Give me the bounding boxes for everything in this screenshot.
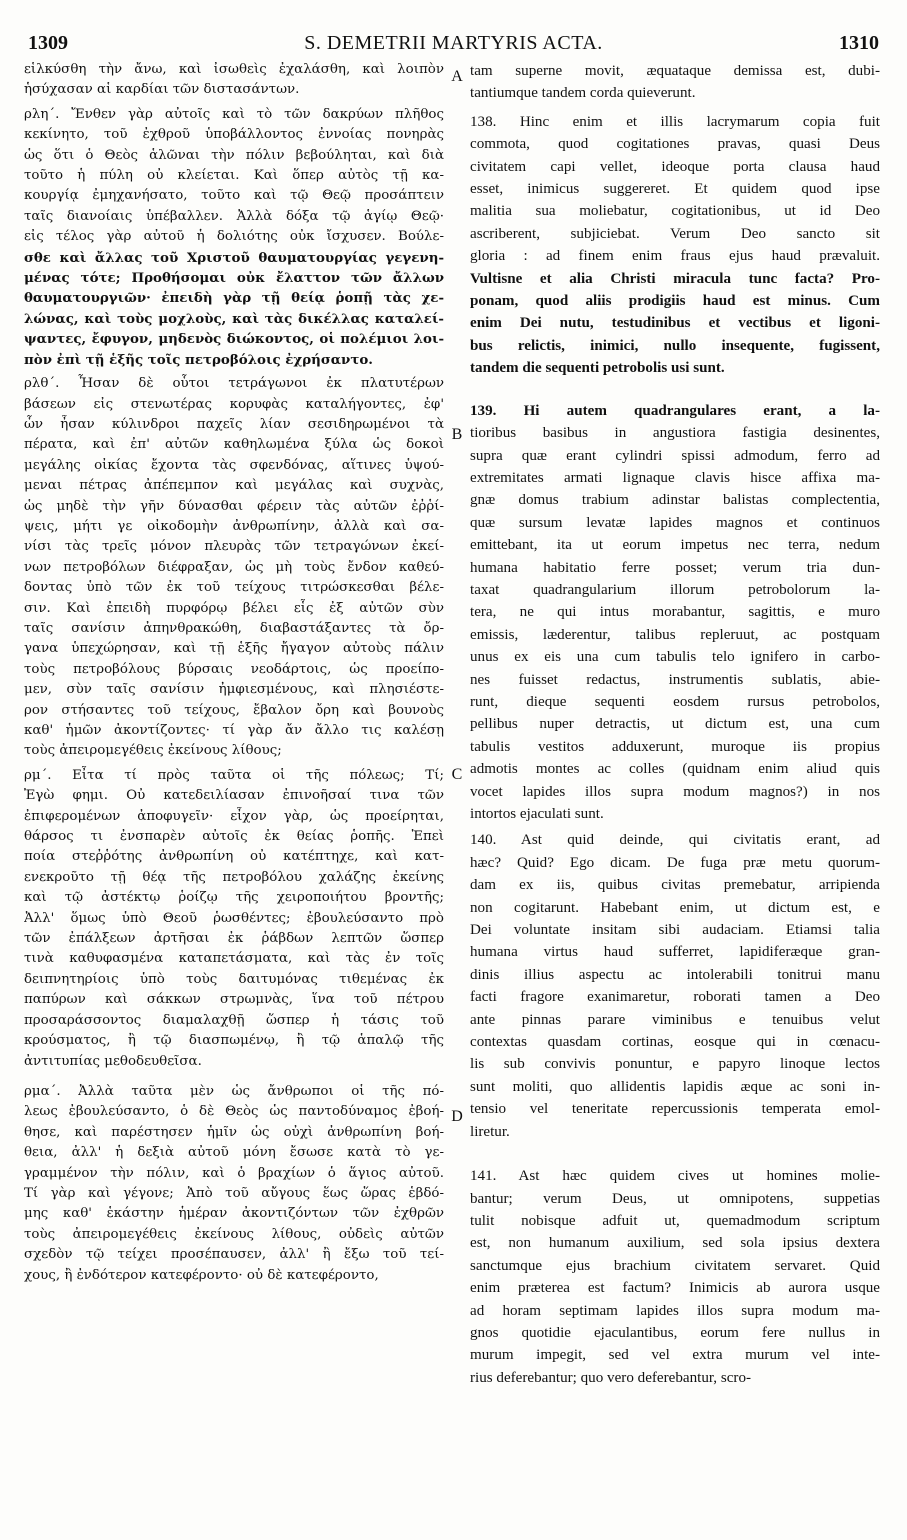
margin-letter-d: D (451, 1108, 463, 1125)
greek-text-line: ρμ΄. Εἶτα τί πρὸς ταῦτα οἱ τῆς πόλεως; Τί; (24, 767, 444, 783)
latin-text-line: sanctumque ejus brachium civitatem servaret. Quid (470, 1257, 880, 1274)
greek-text-line: προσαράσσοντος διαμαλαχθῇ ὥσπερ ἡ τάσις τοῦ (24, 1012, 444, 1028)
greek-text-line: κρούσματος, ἢ τῷ διασπωμένῳ, ἢ τῷ ἁπαλῷ τῆς (24, 1033, 444, 1049)
latin-paragraph (470, 400, 880, 826)
latin-text-line: civitatem capi vellet, ideoque porta clausa haud (470, 158, 880, 175)
greek-paragraph (24, 1082, 444, 1286)
latin-text-line: 138. Hinc enim et illis lacrymarum copia fuit (470, 113, 880, 130)
latin-text-line: malitia sua moliebatur, cogitationibus, ut id Deo (470, 203, 880, 220)
latin-text-line: enim præterea est factum? Inimicis ab aurora usque (470, 1280, 880, 1297)
greek-text-line: ἡσύχασαν αἱ καρδίαι τῶν διστασάντων. (24, 82, 300, 98)
greek-text-line: μης καθ' ἑκάστην ἡμέραν ἀκοντιζόντων τῶν ἐχθρῶν (24, 1206, 444, 1222)
greek-text-line: τῶν ἐπάλξεων ἀρτῆσαι ἐκ ῥάβδων λεπτῶν ὥσπερ (24, 931, 444, 947)
latin-text-line: ad horam septimam lapides illos supra modum ma- (470, 1302, 880, 1319)
latin-text-line: dinis illius aspectu ac intolerabili tonitrui manu (470, 966, 880, 983)
page-number-right: 1310 (839, 32, 879, 54)
greek-text-line: χους, ἢ ἐνδότερον κατεφέροντο· οὐ δὲ κατεφέροντο, (24, 1267, 379, 1283)
latin-text-line: esset, inimicus suggereret. Et quidem quod ipse (470, 181, 880, 198)
latin-text-line: non cogitarunt. Habebant enim, ut dictum est, e (470, 899, 880, 916)
greek-paragraph (24, 766, 444, 1072)
greek-text-line: ενεκροῦτο τῇ θέᾳ τῆς πετροβόλου χαλάζης ἐκείνης (24, 869, 444, 885)
latin-text-line: tam superne movit, æquataque demissa est, dubi- (470, 63, 880, 79)
latin-text-line: 140. Ast quid deinde, qui civitatis erant, ad (470, 832, 880, 849)
running-title: S. DEMETRII MARTYRIS ACTA. (304, 32, 603, 54)
greek-text-line: νίσι τὰς τρεῖς μόνον πλευρὰς τῶν τετραγώνων ἐκεί- (24, 539, 444, 555)
latin-text-line: runt, dieque sequenti eosdem rursus petrobolos, (470, 693, 880, 710)
greek-text-line: εἱλκύσθη τὴν ἄνω, καὶ ἰσωθεὶς ἐχαλάσθη, καὶ λοιπὸν (24, 62, 444, 77)
greek-text-line: βάσεων εἰς στενωτέρας κορυφὰς καταλήγοντες, ἐφ' (24, 396, 444, 412)
greek-text-line: εἰς τέλος γὰρ αὐτοῦ ἡ δολιότης οὐκ ἴσχυσεν. Βούλε- (24, 229, 444, 245)
greek-text-line: σιν. Καὶ ἐπειδὴ πυρφόρῳ βέλει εἷς ἐξ αὐτῶν σὺν (24, 600, 444, 616)
greek-text-line: ἐπιφερομένων ἀποφυγεῖν· εἶχον γὰρ, ὡς προείρηται, (24, 808, 444, 824)
greek-text-line: τοῦτο ἡ πύλη οὐ κλείεται. Καὶ ὅπερ αὐτὸς τῇ κα- (24, 168, 444, 184)
greek-text-line: σχεδὸν τῷ τείχει προσέπαυσεν, ἀλλ' ἢ ἔξω τοῦ τεί- (24, 1247, 444, 1263)
greek-text-line: θεια, ἀλλ' ἡ δεξιὰ αὐτοῦ μόνη ἔσωσε κατὰ τὸ γε- (24, 1145, 444, 1161)
running-header (28, 32, 879, 56)
latin-text-line: ante pinnas parare viminibus e tenuibus velut (470, 1011, 880, 1028)
latin-text-line: taxat quadrangularium illorum petrobolorum la- (470, 581, 880, 598)
latin-text-line: admotis montes ac colles (quidnam enim aliud quis (470, 761, 880, 778)
greek-text-line: τοὺς ἀπειρομεγέθεις ἐκείνους λίθους, οὐδεὶς αὐτῶν (24, 1226, 444, 1242)
greek-text-line: σθε καὶ ἄλλας τοῦ Χριστοῦ θαυματουργίας γεγενη- (24, 249, 444, 266)
greek-text-line: νων πετροβόλων διέφραξαν, ὡς μὴ τοὺς ἔνδον καθεύ- (24, 559, 444, 575)
latin-paragraph (470, 111, 880, 380)
latin-paragraph (470, 60, 880, 105)
greek-text-line: ὧν ἦσαν κύλινδροι παχεῖς λίαν σεσιδηρωμένοι τὰ (24, 416, 444, 432)
latin-text-line: extremitates armati lignaque clavis hisce affixa ma- (470, 469, 880, 486)
latin-text-line: tensio vel teneritate repercussionis temperata emol- (470, 1101, 880, 1118)
latin-text-line: Dei voluntate insitam sibi audaciam. Etiamsi talia (470, 922, 880, 939)
greek-text-line: λεως ἐβουλεύσαντο, ὁ δὲ Θεὸς ὡς παντοδύναμος ἐβοή- (24, 1104, 444, 1120)
greek-text-line: καθ' ἡμῶν ἀκοντίζοντες· τί γὰρ ἄν ἄλλο τις καλέσῃ (24, 723, 444, 738)
latin-text-line: quæ sursum levatæ lapides magnos et continuos (470, 514, 880, 531)
latin-text-line: tabulis vestitos adduxerunt, muroque iis propius (470, 738, 880, 755)
greek-text-line: μεν, σὺν ταῖς σανίσιν ἠμφιεσμένους, καὶ πλησιέστε- (24, 682, 444, 698)
latin-text-line: tulit nobisque adfuit ut, quemadmodum scriptum (470, 1212, 880, 1229)
latin-paragraph (470, 829, 880, 1143)
greek-text-line: ἀντιτυπίας μεθοδευθεῖσα. (24, 1053, 202, 1069)
latin-column (470, 60, 880, 1389)
margin-letter-b: B (451, 426, 463, 443)
latin-text-line: gnos quotidie ejaculantibus, eorum fere nullus in (470, 1324, 880, 1341)
greek-text-line: ταῖς διανοίαις ὑπέβαλλεν. Ἀλλὰ δόξα τῷ ἁγίῳ Θεῷ· (24, 208, 444, 224)
latin-text-line: tera, ne qui intus morabantur, sagittis, e muro (470, 604, 880, 621)
latin-text-line: facti fragore exanimaretur, roborati tamen a Deo (470, 989, 880, 1006)
greek-text-line: ποία στεῤῥότης ἀνθρωπίνη οὐ κατέπτηχε, καὶ κατ- (24, 849, 444, 865)
greek-text-line: ρλη΄. Ἔνθεν γὰρ αὐτοῖς καὶ τὸ τῶν δακρύων πλῆθος (24, 106, 444, 122)
greek-text-line: ψαντες, ἔφυγον, μηδενὸς διώκοντος, οἱ πολέμιοι λοι- (24, 331, 444, 348)
latin-text-line: est, non humanum auxilium, sed sola ipsius dextera (470, 1235, 880, 1252)
latin-text-line: dam ex iis, quibus civitas premebatur, arripienda (470, 877, 880, 894)
greek-text-line: ταῖς σανίσιν ἀπηνθρακώθη, διαβαστάξαντες τὰ ὄρ- (24, 620, 444, 636)
greek-paragraph (24, 60, 444, 101)
greek-text-line: θάρσος τι ἐνσπαρὲν αὐτοῖς ἐκ θείας ῥοπῆς. Ἐπεὶ (24, 829, 444, 845)
latin-text-line: ascriberent, subjiciebat. Verum Deo sancto sit (470, 225, 880, 242)
latin-text-line: murum impegit, sed vel extra murum vel inte- (470, 1347, 880, 1364)
greek-text-line: πὸν ἐπὶ τῇ ἑξῆς τοῖς πετροβόλοις ἐχρήσαντο. (24, 351, 373, 368)
latin-text-line: 139. Hi autem quadrangulares erant, a la- (470, 402, 880, 419)
margin-letter-c: C (451, 766, 463, 783)
greek-text-line: δοντας ὑπὸ τῶν ἐκ τοῦ τείχους τιτρώσκεσθαι βέλε- (24, 580, 444, 596)
greek-text-line: κεκίνητο, τοῦ ἐχθροῦ ὑποβάλλοντος ἐννοίας πονηρὰς (24, 127, 444, 143)
greek-text-line: ρον στήσαντες τοῦ τείχους, ἔβαλον ὄρη καὶ βουνοὺς (24, 702, 444, 718)
greek-text-line: πέρατα, καὶ ἐπ' αὐτῶν καθηλωμένα ξύλα ὡς δοκοὶ (24, 437, 444, 453)
greek-text-line: τινὰ καθυφασμένα καταπετάσματα, καὶ τὰς ἐν τοῖς (24, 951, 444, 967)
greek-text-line: ψεις, μήτι γε οἰκοδομὴν ἀνθρωπίνην, ἀλλὰ καὶ σα- (24, 518, 444, 534)
latin-text-line: rius deferebantur; quo vero deferebantur, scro- (470, 1369, 752, 1386)
latin-text-line: tandem die sequenti petrobolis usi sunt. (470, 360, 725, 377)
greek-text-line: ρλθ΄. Ἦσαν δὲ οὗτοι τετράγωνοι ἐκ πλατυτέρων (24, 376, 444, 392)
greek-text-line: παπύρων καὶ σάκκων στρωμνὰς, ἵνα τοῦ πέτρου (24, 992, 444, 1008)
page-number-left: 1309 (28, 32, 68, 54)
latin-text-line: unus ex eis una cum tabulis telo ignifero in carbo- (470, 649, 880, 666)
latin-text-line: pellibus nuper detractis, ut dictum est, una cum (470, 716, 880, 733)
greek-paragraph (24, 105, 444, 370)
latin-text-line: emittebant, ita ut eorum impetus nec terra, nedum (470, 537, 880, 554)
greek-text-line: ὡς ὅτι ὁ Θεὸς ἁλῶναι τὴν πόλιν βεβούληται, καὶ διὰ (24, 147, 444, 163)
greek-text-line: μένας τότε; Προθήσομαι οὐκ ἔλαττον τῶν ἄλλων (24, 270, 444, 287)
greek-paragraph (24, 374, 444, 762)
greek-text-line: τοὺς πετροβόλους βύρσαις νεοδάρτοις, ὡς προείπο- (24, 661, 444, 677)
latin-text-line: tioribus basibus in angustiora fastigia desinentes, (470, 425, 880, 442)
latin-text-line: 141. Ast hæc quidem cives ut homines molie- (470, 1168, 880, 1185)
greek-column (24, 60, 444, 1286)
latin-text-line: enim Dei nutu, testudinibus et vectibus et ligoni- (470, 315, 880, 332)
greek-text-line: κουργίᾳ ἐμηχανήσατο, τοῦτο καὶ τῷ Θεῷ προσάπτειν (24, 188, 444, 204)
latin-text-line: intortos ejaculati sunt. (470, 806, 604, 822)
greek-text-line: δειπνητηρίοις ὑπὸ τοὺς δαιτυμόνας τιθεμένας ἐκ (24, 971, 444, 987)
greek-text-line: Ἀλλ' ὅμως ὑπὸ Θεοῦ ῥωσθέντες; ἐβουλεύσαντο πρὸ (24, 910, 444, 926)
greek-text-line: θαυματουργιῶν· ἐπειδὴ γὰρ τῇ θείᾳ ῥοπῇ τὰς χε- (24, 290, 444, 307)
latin-paragraph (470, 1165, 880, 1389)
greek-text-line: Τί γὰρ καὶ γέγονε; Ἀπὸ τοῦ αὔγους ἕως ὥρας ἑβδό- (24, 1185, 444, 1201)
latin-text-line: supra quæ erant cylindri spissi admodum, ferro ad (470, 447, 880, 464)
greek-text-line: μεγάλης οἰκίας ἔχοντα τὰς σφενδόνας, αἵτινες ὑψού- (24, 457, 444, 473)
latin-text-line: sunt moliti, quo allidentis lapidis æque ac soni in- (470, 1078, 880, 1095)
greek-text-line: μεναι πέτρας ἀπέπεμπον καὶ μεγάλας καὶ συχνὰς, (24, 478, 444, 494)
latin-text-line: gloria : ad finem enim fraus ejus haud prævaluit. (470, 248, 880, 265)
latin-text-line: humana virtus haud sufferret, lapidiferæque gran- (470, 944, 880, 961)
latin-text-line: humana habitatio ferre posset; verum tria dun- (470, 559, 880, 576)
latin-text-line: nes fuisset redactus, instrumentis sublatis, abie- (470, 671, 880, 688)
latin-text-line: vocet lapides illos supra modum magnos?) in nos (470, 783, 880, 800)
greek-text-line: θησε, καὶ παρέστησεν ἡμῖν ὡς οὐχὶ ἀνθρωπίνη βοή- (24, 1124, 444, 1140)
latin-text-line: Vultisne et alia Christi miracula tunc facta? Pro- (470, 270, 880, 287)
greek-text-line: καὶ τῷ ἀστέκτῳ ῥοίζῳ τῆς χειροποιήτου βροντῆς; (24, 890, 444, 906)
greek-text-line: λώνας, καὶ τοὺς μοχλοὺς, καὶ τὰς δικέλλας καταλεί- (24, 310, 444, 327)
margin-letter-a: A (451, 68, 463, 85)
greek-text-line: ὡς μηδὲ τὴν γῆν δύνασθαι φέρειν τὰς αὐτῶν ἐῤῥί- (24, 498, 444, 514)
greek-text-line: τοὺς ἀπειρομεγέθεις ἐκείνους λίθους; (24, 743, 282, 759)
greek-text-line: Ἐγὼ φημι. Οὐ κατεδειλίασαν ἐπινοῆσαί τινα τῶν (24, 788, 444, 804)
latin-text-line: lis sub convivis ponuntur, e papyro linoque lectos (470, 1056, 880, 1073)
latin-text-line: bantur; verum Deus, ut omnipotens, suppetias (470, 1190, 880, 1207)
greek-text-line: ρμα΄. Ἀλλὰ ταῦτα μὲν ὡς ἄνθρωποι οἱ τῆς πό- (24, 1083, 444, 1099)
latin-text-line: ponam, quod aliis prodigiis haud est minus. Cum (470, 293, 880, 310)
latin-text-line: commota, quod cogitationes pravas, quasi Deus (470, 136, 880, 153)
latin-text-line: hæc? Quid? Ego dicam. De fuga præ metu quorum- (470, 854, 880, 871)
latin-text-line: liretur. (470, 1123, 510, 1140)
greek-text-line: γραμμένον τὴν πόλιν, καὶ ὁ βραχίων ὁ ἅγιος αὐτοῦ. (24, 1165, 444, 1181)
latin-text-line: bus relictis, inimici, nullo insequente, fugissent, (470, 337, 880, 354)
latin-text-line: emissis, læderentur, talibus repleruut, ac postquam (470, 626, 880, 643)
latin-text-line: contextas quasdam cortinas, eosque qui in cœnacu- (470, 1034, 880, 1051)
greek-text-line: γανα ὑπεχώρησαν, καὶ τῇ ἑξῆς ἤγαγον αὐτοὺς πάλιν (24, 641, 444, 657)
latin-text-line: gnæ domus trabium adinstar balistas complectentia, (470, 492, 880, 509)
latin-text-line: tantiumque tandem corda quieverunt. (470, 85, 696, 102)
